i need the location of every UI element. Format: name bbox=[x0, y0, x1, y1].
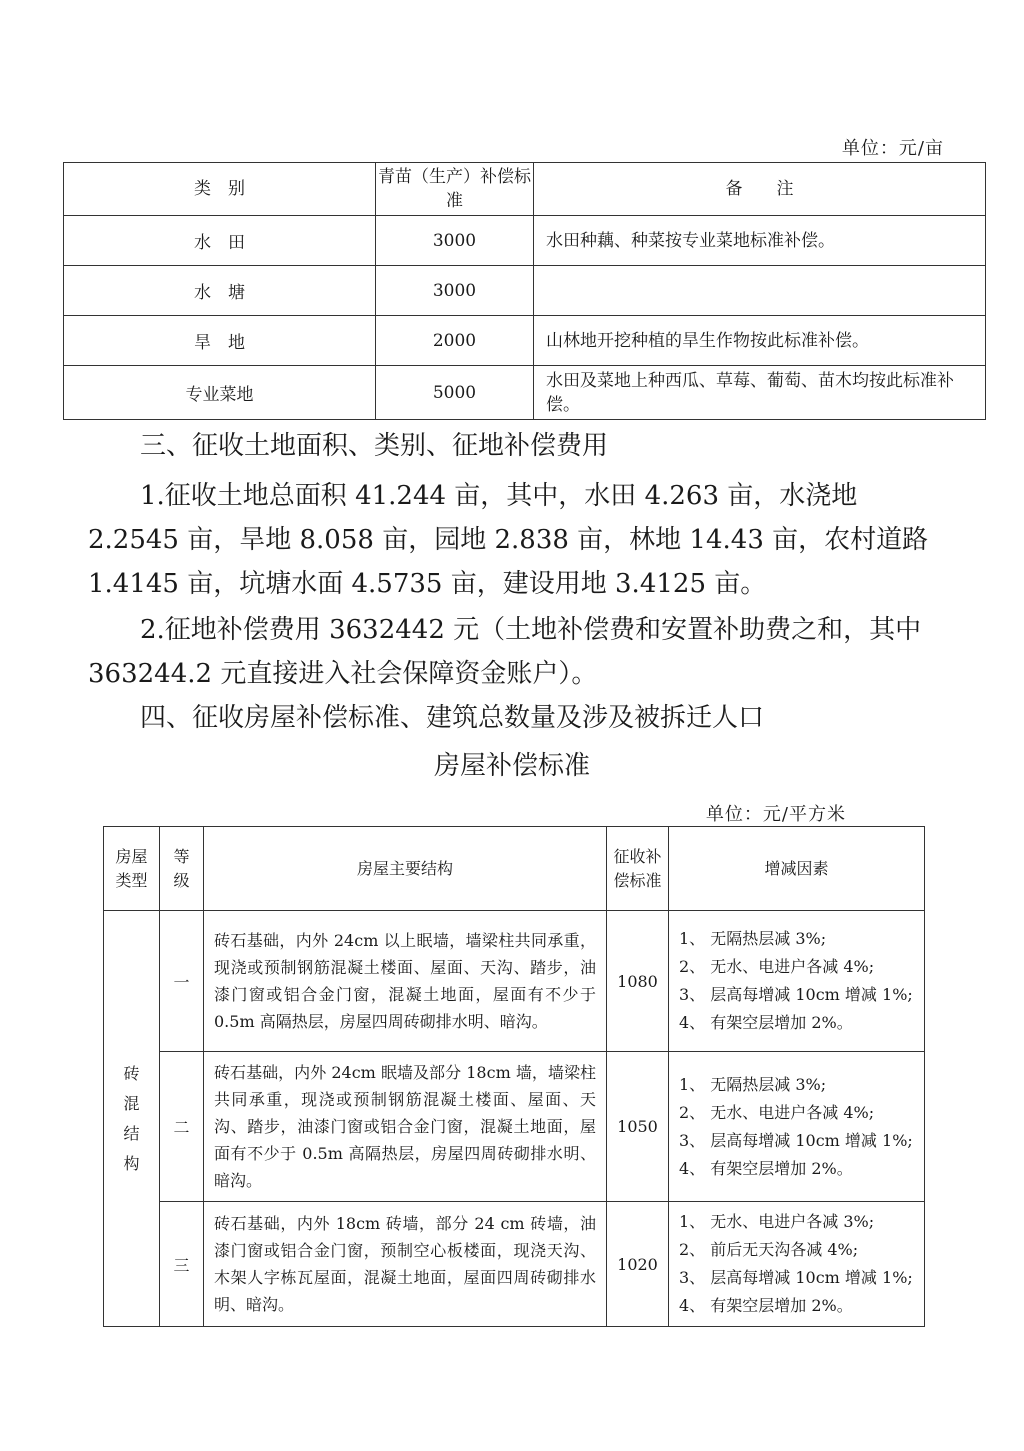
cell-standard: 1050 bbox=[607, 1052, 669, 1202]
cell-value: 2000 bbox=[376, 316, 534, 366]
factor-item: 3、 层高每增减 10cm 增减 1%; bbox=[679, 1268, 913, 1287]
cell-factors bbox=[669, 1202, 925, 1327]
cell-category: 旱 地 bbox=[64, 316, 376, 366]
table1-unit: 单位：元/亩 bbox=[841, 138, 944, 159]
cell-category: 水 田 bbox=[64, 216, 376, 266]
table-row bbox=[64, 216, 986, 266]
section3-paragraph-1: 1.征收土地总面积 41.244 亩，其中，水田 4.263 亩，水浇地 2.2545 亩，旱地 8.058 亩，园地 2.838 亩，林地 14.43 亩，农村道路 1.4145 亩，坑塘水面 4.5735 亩，建设用地 3.4125 亩。 bbox=[88, 481, 929, 599]
header-category: 类 别 bbox=[64, 163, 376, 216]
header-factors: 增减因素 bbox=[669, 827, 925, 911]
header-structure: 房屋主要结构 bbox=[204, 827, 607, 911]
table-row bbox=[104, 1052, 925, 1202]
cell-note: 水田及菜地上种西瓜、草莓、葡萄、苗木均按此标准补偿。 bbox=[534, 366, 986, 420]
house-type-label: 砖混结构 bbox=[123, 1063, 140, 1173]
table-row bbox=[64, 266, 986, 316]
cell-factors bbox=[669, 1052, 925, 1202]
header-note: 备 注 bbox=[534, 163, 986, 216]
cell-note: 山林地开挖种植的旱生作物按此标准补偿。 bbox=[534, 316, 986, 366]
table2-unit: 单位：元/平方米 bbox=[705, 804, 846, 825]
factor-item: 4、 有架空层增加 2%。 bbox=[679, 1158, 853, 1178]
cell-structure: 砖石基础，内外 24cm 眠墙及部分 18cm 墙，墙梁柱共同承重，现浇或预制钢筋混凝土楼面、屋面、天沟、踏步，油漆门窗或铝合金门窗，混凝土地面，屋面有不少于 0.5m 高隔热层，房屋四周砖砌排水明、暗沟。 bbox=[204, 1052, 607, 1202]
factor-item: 2、 无水、电进户各减 4%; bbox=[679, 957, 875, 976]
cell-category: 水 塘 bbox=[64, 266, 376, 316]
factor-item: 1、 无隔热层减 3%; bbox=[679, 1074, 827, 1094]
table-header-row bbox=[64, 163, 986, 216]
cell-standard: 1080 bbox=[607, 911, 669, 1052]
seedling-compensation-table bbox=[63, 162, 986, 420]
cell-house-type bbox=[104, 911, 160, 1327]
factor-item: 4、 有架空层增加 2%。 bbox=[679, 1296, 853, 1315]
cell-note: 水田种藕、种菜按专业菜地标准补偿。 bbox=[534, 216, 986, 266]
table-row bbox=[64, 366, 986, 420]
header-standard: 青苗（生产）补偿标准 bbox=[376, 163, 534, 216]
house-compensation-table bbox=[103, 826, 925, 1327]
cell-structure: 砖石基础，内外 24cm 以上眠墙，墙梁柱共同承重，现浇或预制钢筋混凝土楼面、屋面、天沟、踏步，油漆门窗或铝合金门窗，混凝土地面，屋面有不少于 0.5m 高隔热层，房屋四周砖砌排水明、暗沟。 bbox=[204, 911, 607, 1052]
table-row bbox=[64, 316, 986, 366]
factor-item: 1、 无水、电进户各减 3%; bbox=[679, 1212, 875, 1231]
table-row bbox=[104, 1202, 925, 1327]
cell-standard: 1020 bbox=[607, 1202, 669, 1327]
section4-heading: 四、征收房屋补偿标准、建筑总数量及涉及被拆迁人口 bbox=[140, 703, 765, 733]
cell-value: 3000 bbox=[376, 216, 534, 266]
cell-value: 3000 bbox=[376, 266, 534, 316]
cell-factors bbox=[669, 911, 925, 1052]
factor-item: 3、 层高每增减 10cm 增减 1%; bbox=[679, 1130, 913, 1150]
factor-item: 4、 有架空层增加 2%。 bbox=[679, 1013, 853, 1032]
cell-value: 5000 bbox=[376, 366, 534, 420]
table-row bbox=[104, 911, 925, 1052]
header-standard: 征收补偿标准 bbox=[607, 827, 669, 911]
cell-grade: 一 bbox=[160, 911, 204, 1052]
factor-item: 3、 层高每增减 10cm 增减 1%; bbox=[679, 985, 913, 1004]
section3-heading: 三、征收土地面积、类别、征地补偿费用 bbox=[140, 431, 609, 461]
house-table-title: 房屋补偿标准 bbox=[433, 751, 590, 781]
section3-paragraph-2: 2.征地补偿费用 3632442 元（土地补偿费和安置补助费之和，其中 363244.2 元直接进入社会保障资金账户）。 bbox=[88, 615, 922, 689]
factor-item: 1、 无隔热层减 3%; bbox=[679, 929, 827, 948]
factor-item: 2、 前后无天沟各减 4%; bbox=[679, 1240, 859, 1259]
header-grade: 等级 bbox=[160, 827, 204, 911]
header-house-type: 房屋类型 bbox=[104, 827, 160, 911]
cell-structure: 砖石基础，内外 18cm 砖墙，部分 24 cm 砖墙，油漆门窗或铝合金门窗，预制空心板楼面，现浇天沟、木架人字栋瓦屋面，混凝土地面，屋面四周砖砌排水明、暗沟。 bbox=[204, 1202, 607, 1327]
cell-grade: 三 bbox=[160, 1202, 204, 1327]
factor-item: 2、 无水、电进户各减 4%; bbox=[679, 1102, 875, 1122]
table-header-row bbox=[104, 827, 925, 911]
cell-note bbox=[534, 266, 986, 316]
cell-grade: 二 bbox=[160, 1052, 204, 1202]
cell-category: 专业菜地 bbox=[64, 366, 376, 420]
